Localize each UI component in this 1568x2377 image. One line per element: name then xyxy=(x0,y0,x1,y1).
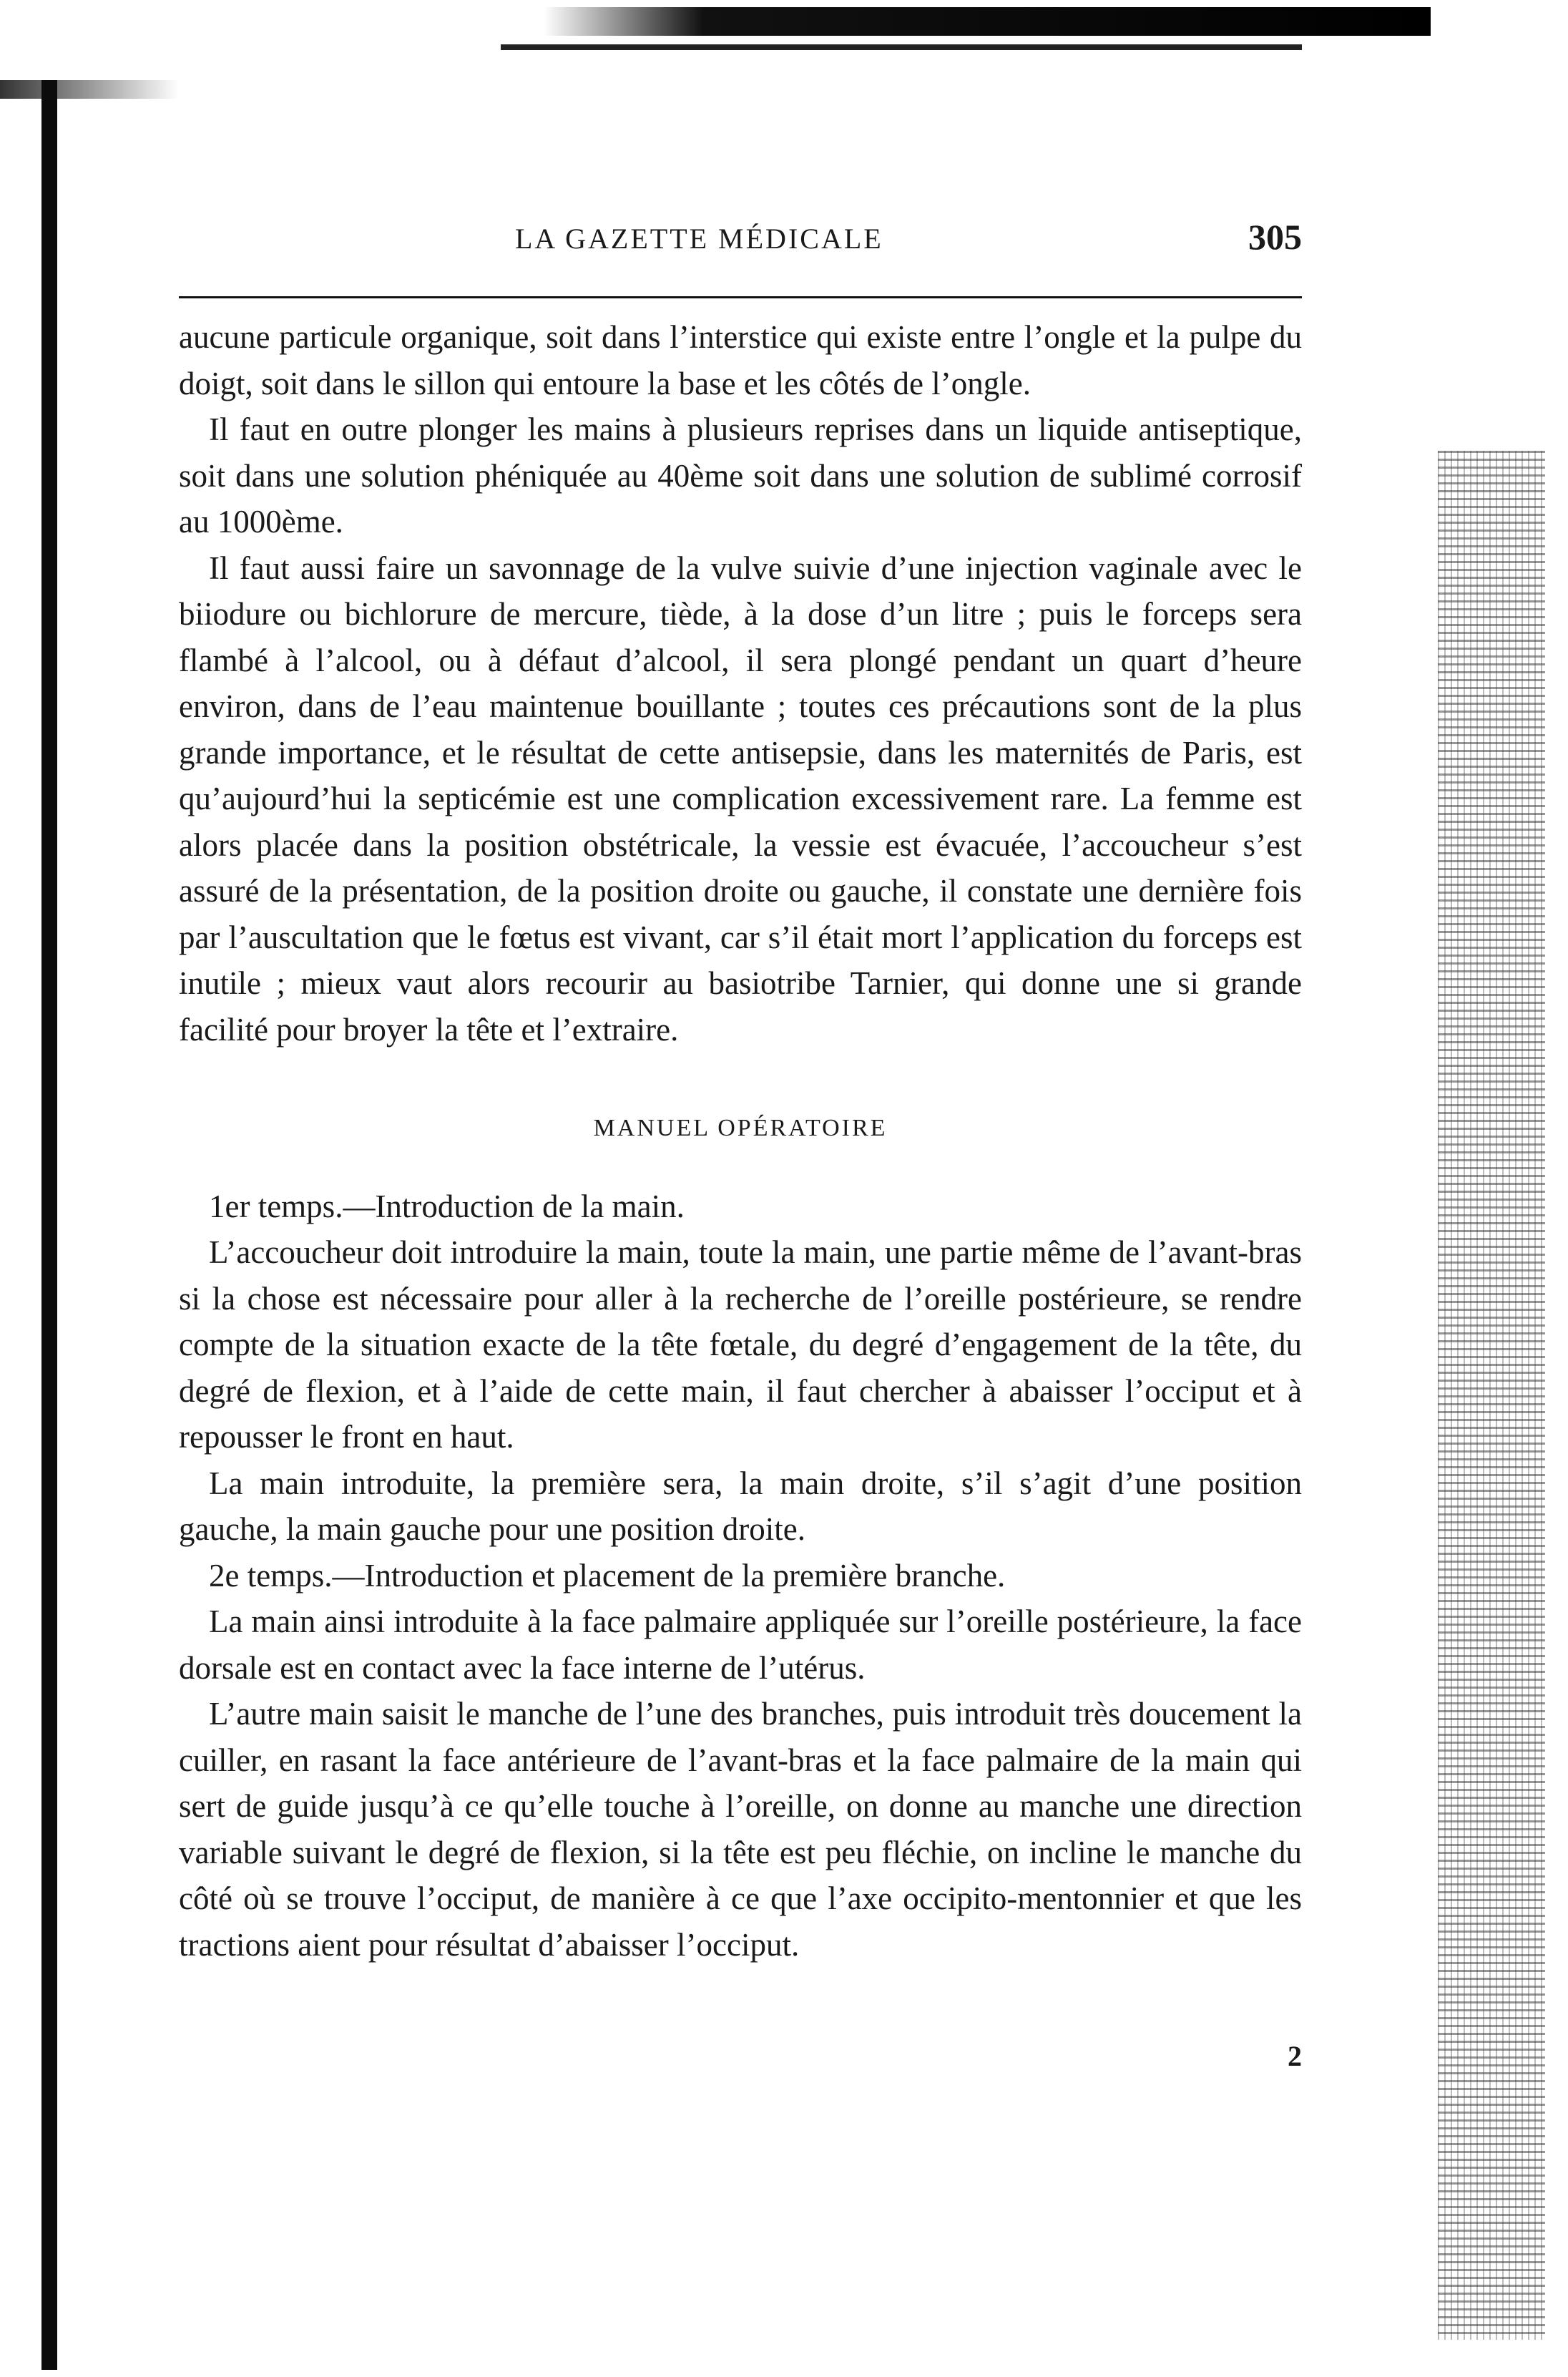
paragraph: 2e temps.—Introduction et placement de la première branche. xyxy=(209,1557,1006,1593)
scan-right-edge-noise xyxy=(1438,451,1545,2340)
body-text xyxy=(179,314,1302,1968)
scan-top-edge xyxy=(544,7,1431,36)
page xyxy=(179,215,1302,1968)
paragraph: Il faut aussi faire un savonnage de la vulve suivie d’une injection vaginale avec le biiodure ou bichlorure de mercure, tiède, à la dose d’un litre ; puis le forceps sera flambé à l’alcool, ou à défaut d’alcool, il sera plongé pendant un quart d’heure environ, dans de l’eau maintenue bouillante ; toutes ces précautions sont de la plus grande importance, et le résultat de cette antisepsie, dans les maternités de Paris, est qu’aujourd’hui la septicémie est une complication excessivement rare. La femme est alors placée dans la position obstétricale, la vessie est évacuée, l’accoucheur s’est assuré de la présentation, de la position droite ou gauche, il constate une dernière fois par l’auscultation que le fœtus est vivant, car s’il était mort l’application du forceps est inutile ; mieux vaut alors recourir au basiotribe Tarnier, qui donne une si grande facilité pour broyer la tête et l’extraire. xyxy=(179,550,1302,1048)
paragraph: La main introduite, la première sera, la main droite, s’il s’agit d’une position gauche, la main gauche pour une position droite. xyxy=(179,1465,1302,1547)
header-divider xyxy=(179,296,1302,298)
paragraph: aucune particule organique, soit dans l’interstice qui existe entre l’ongle et la pulpe du doigt, soit dans le sillon qui entoure la base et les côtés de l’ongle. xyxy=(179,319,1302,401)
paragraph: La main ainsi introduite à la face palmaire appliquée sur l’oreille postérieure, la face dorsale est en contact avec la face interne de l’utérus. xyxy=(179,1604,1302,1686)
paragraphs-after xyxy=(179,1183,1302,1968)
scan-left-flare xyxy=(0,80,179,99)
paragraph: L’autre main saisit le manche de l’une des branches, puis introduit très doucement la cuiller, en rasant la face antérieure de l’avant-bras et la face palmaire de la main qui sert de guide jusqu’à ce qu’elle touche à l’oreille, on donne au manche une direction variable suivant le degré de flexion, si la tête est peu fléchie, on incline le manche du côté où se trouve l’occiput, de manière à ce que l’axe occipito-mentonnier et que les tractions aient pour résultat d’abaisser l’occiput. xyxy=(179,1696,1302,1963)
section-heading: MANUEL OPÉRATOIRE xyxy=(593,1115,888,1141)
journal-title: LA GAZETTE MÉDICALE xyxy=(515,223,883,255)
paragraph: L’accoucheur doit introduire la main, toute la main, une partie même de l’avant-bras si la chose est nécessaire pour aller à la recherche de l’oreille postérieure, se rendre compte de la situation exacte de la tête fœtale, du degré d’engagement de la tête, du degré de flexion, et à l’aide de cette main, il faut chercher à abaisser l’occiput et à repousser le front en haut. xyxy=(179,1234,1302,1455)
scan-top-rule xyxy=(501,44,1302,50)
paragraph: 1er temps.—Introduction de la main. xyxy=(209,1188,685,1224)
page-number: 305 xyxy=(1248,217,1302,257)
paragraphs-before xyxy=(179,314,1302,1053)
paragraph: Il faut en outre plonger les mains à plusieurs reprises dans un liquide antiseptique, soit dans une solution phéniquée au 40ème soit dans une solution de sublimé corrosif au 1000ème. xyxy=(179,411,1302,540)
signature-mark: 2 xyxy=(1288,2040,1302,2072)
running-head xyxy=(179,215,1302,265)
scan-binding-shadow xyxy=(41,80,57,2370)
